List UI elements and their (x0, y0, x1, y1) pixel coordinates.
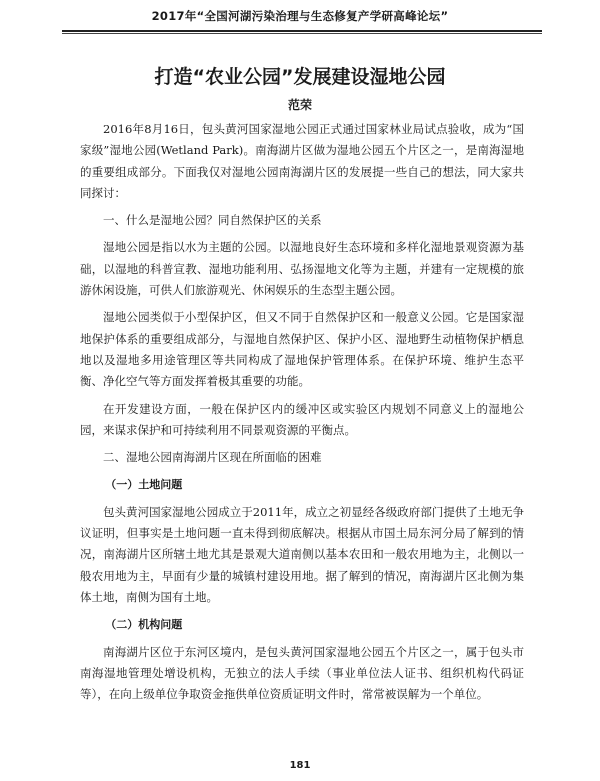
page-number: 181 (289, 760, 311, 771)
paragraph: 湿地公园是指以水为主题的公园。以湿地良好生态环境和多样化湿地景观资源为基础，以湿地的科普宣教、湿地功能利用、弘扬湿地文化等为主题，并建有一定规模的旅游休闲设施，可供人们旅游观光、休闲娱乐的生态型主题公园。 (80, 240, 524, 298)
article-body (80, 119, 524, 711)
article-author: 范荣 (287, 98, 312, 112)
header-rule-thin (62, 33, 542, 34)
subsection-heading-land: （一）土地问题 (105, 478, 183, 492)
paragraph: 包头黄河国家湿地公园成立于2011年，成立之初显经各级政府部门提供了土地无争议证明，但事实是土地问题一直未得到彻底解决。根据从市国土局东河分局了解到的情况，南海湖片区所辖土地尤其是景观大道南侧以基本农田和一般农用地为主，北侧以一般农用地为主，早面有少量的城镇村建设用地。据了解到的情况，南海湖片区北侧为集体土地，南侧为国有土地。 (80, 504, 524, 604)
section-heading-2: 二、湿地公园南海湖片区现在所面临的困难 (103, 450, 322, 465)
article-title: 打造“农业公园”发展建设湿地公园 (154, 66, 446, 88)
subsection-heading-organization: （二）机构问题 (105, 618, 183, 632)
paragraph: 湿地公园类似于小型保护区，但又不同于自然保护区和一般意义公园。它是国家湿地保护体系的重要组成部分，与湿地自然保护区、保护小区、湿地野生动植物保护栖息地以及湿地多用途管理区等共同构成了湿地保护管理体系。在保护环境、维护生态平衡、净化空气等方面发挥着极其重要的功能。 (80, 310, 524, 389)
paragraph: 南海湖片区位于东河区境内，是包头黄河国家湿地公园五个片区之一，属于包头市南海湿地管理处增设机构，无独立的法人手续（事业单位法人证书、组织机构代码证等），在向上级单位争取资金拖供单位资质证明文件时，常常被误解为一个单位。 (80, 644, 524, 702)
paragraph-intro: 2016年8月16日，包头黄河国家湿地公园正式通过国家林业局试点验收，成为“国家级”湿地公园(Wetland Park)。南海湖片区做为湿地公园五个片区之一，是南海湿地的重要组成部分。下面我仅对湿地公园南海湖片区的发展提一些自己的想法，同大家共同探讨： (80, 122, 524, 200)
running-header: 2017年“全国河湖污染治理与生态修复产学研高峰论坛” (151, 9, 449, 23)
paragraph: 在开发建设方面，一般在保护区内的缓冲区或实验区内规划不同意义上的湿地公园，来谋求保护和可持续利用不同景观资源的平衡点。 (80, 401, 524, 437)
section-heading-1: 一、什么是湿地公园？同自然保护区的关系 (103, 213, 322, 228)
header-rule-thick (62, 30, 542, 32)
